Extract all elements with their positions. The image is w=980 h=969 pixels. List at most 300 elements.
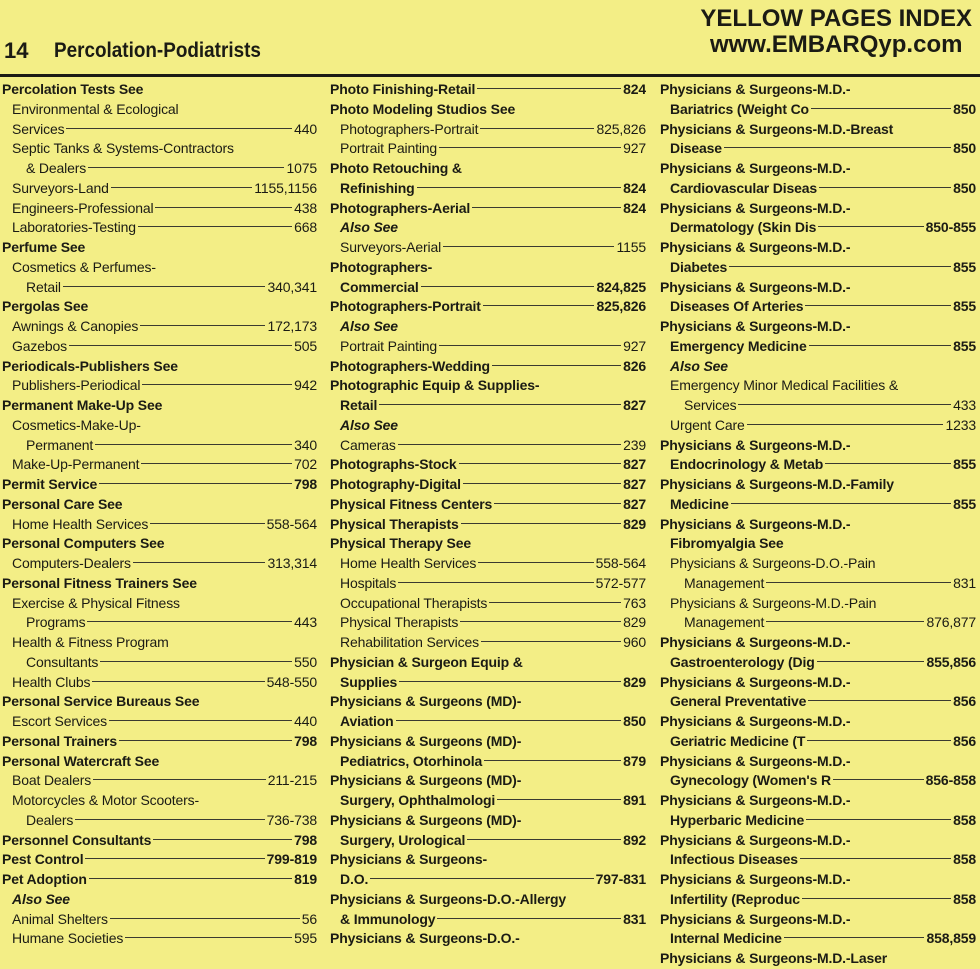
index-entry [2,515,317,535]
entry-heading: & Immunology [340,910,436,927]
entry-heading: Perfume See [2,239,86,255]
page-reference: 595 [294,930,317,947]
entry-heading: Also See [670,357,728,374]
page-number: 14 [4,38,29,63]
entry-heading: Programs [26,614,86,631]
leader-line [463,483,621,484]
index-entry [2,495,317,515]
entry-heading: Surgery, Ophthalmologi [340,792,496,808]
index-entry [330,159,646,179]
page-reference: 799-819 [266,851,317,868]
entry-heading: Physicians & Surgeons-M.D.- [660,436,851,453]
leader-line [75,819,264,820]
index-entry [660,673,976,693]
index-entry [660,653,976,673]
entry-heading: Personal Computers See [2,535,165,552]
page-reference: 824 [623,199,646,216]
page-reference: 313,314 [267,555,317,571]
entry-heading: Pergolas See [2,298,89,315]
entry-heading: Awnings & Canopies [12,318,139,334]
entry-heading: Gazebos [12,337,67,354]
index-entry [330,692,646,712]
page-reference: 855 [953,337,976,354]
entry-heading: Physicians & Surgeons-M.D.- [660,81,851,97]
entry-heading: Emergency Medicine [670,337,807,354]
page-reference: 1155,1156 [254,179,317,196]
leader-line [66,128,292,129]
index-entry [660,278,976,298]
index-entry [330,416,646,436]
entry-heading: Surveyors-Aerial [340,239,442,255]
entry-heading: Permanent [26,436,94,453]
leader-line [484,760,621,761]
leader-line [398,582,593,583]
index-entry [660,534,976,554]
page-reference: 827 [623,495,646,512]
website-url: www.EMBARQyp.com [709,31,963,58]
leader-line [370,878,593,879]
page-reference: 829 [623,673,646,690]
index-entry [660,515,976,535]
entry-heading: Photographers-Wedding [330,357,490,374]
entry-heading: Permit Service [2,476,98,492]
index-entry [330,317,646,337]
page-reference: 824 [623,81,646,97]
entry-heading: Environmental & Ecological [12,100,179,117]
entry-heading: Management [684,614,765,631]
index-entry [330,100,646,120]
page-reference: 798 [294,831,317,848]
page-reference: 850 [623,713,646,729]
leader-line [729,266,951,267]
page-reference: 572-577 [595,574,646,591]
page-reference: 855 [953,258,976,275]
page-reference: 505 [294,337,317,354]
entry-heading: Physicians & Surgeons (MD)- [330,772,522,789]
entry-heading: Publishers-Periodical [12,377,141,394]
page-reference: 891 [623,792,646,808]
index-entry [2,831,317,851]
entry-heading: Physicians & Surgeons-M.D.- [660,792,851,808]
entry-heading: Pediatrics, Otorhinola [340,752,483,769]
index-entry [660,831,976,851]
index-entry [2,337,317,357]
leader-line [89,878,292,879]
entry-heading: Retail [340,397,378,413]
page-reference: 856 [953,693,976,710]
entry-heading: Physicians & Surgeons-M.D.-Family [660,476,894,492]
entry-heading: Physicians & Surgeons-D.O.-Pain [670,555,876,571]
leader-line [141,463,292,464]
index-entry [660,712,976,732]
entry-heading: Physicians & Surgeons-M.D.- [660,239,851,255]
entry-heading: Services [684,397,737,413]
leader-line [119,740,292,741]
leader-line [379,404,621,405]
entry-heading: Photography-Digital [330,476,461,492]
index-entry [2,653,317,673]
index-entry [660,436,976,456]
index-entry [660,811,976,831]
index-entry [2,554,317,574]
entry-heading: Physicians & Surgeons- [330,851,487,868]
index-entry [660,613,976,633]
entry-heading: Physicians & Surgeons-M.D.- [660,752,851,769]
entry-heading: Personal Care See [2,495,123,512]
index-entry [2,258,317,278]
entry-heading: Personal Watercraft See [2,752,160,769]
leader-line [100,661,292,662]
entry-heading: Portrait Painting [340,140,438,157]
entry-heading: Gynecology (Women's R [670,772,831,789]
entry-heading: Physicians & Surgeons-M.D.- [660,199,851,216]
entry-heading: Commercial [340,278,419,295]
page-reference: 340,341 [267,278,317,295]
index-entry [660,317,976,337]
entry-heading: Physicians & Surgeons-M.D.- [660,713,851,729]
index-entry [2,574,317,594]
leader-line [808,700,951,701]
index-entry [330,910,646,930]
page-reference: 211-215 [267,772,317,789]
leader-line [95,444,292,445]
index-entry [330,594,646,614]
leader-line [784,937,925,938]
index-entry [330,199,646,219]
leader-line [110,918,300,919]
leader-line [439,147,621,148]
index-entry [2,416,317,436]
leader-line [480,128,594,129]
index-entry [330,870,646,890]
entry-heading: Diseases Of Arteries [670,298,804,315]
leader-line [472,207,621,208]
index-entry [330,831,646,851]
index-entry [330,278,646,298]
entry-heading: Make-Up-Permanent [12,456,140,473]
index-entry [660,771,976,791]
page-reference: 850 [953,140,976,157]
leader-line [818,226,923,227]
leader-line [109,720,292,721]
entry-heading: Photo Modeling Studios See [330,100,516,117]
entry-heading: Aviation [340,713,394,729]
page-reference: 876,877 [926,614,976,631]
entry-heading: Physicians & Surgeons-D.O.-Allergy [330,890,567,907]
entry-heading: Photo Retouching & [330,160,462,176]
entry-heading: Cameras [340,436,396,453]
entry-heading: Percolation Tests See [2,81,144,97]
entry-heading: Disease [670,140,722,157]
index-entry [330,850,646,870]
page-reference: 239 [623,436,646,453]
entry-heading: Photo Finishing-Retail [330,81,476,97]
leader-line [63,286,266,287]
entry-heading: Physicians & Surgeons-M.D.- [660,871,851,887]
index-entry [2,80,317,100]
entry-heading: Rehabilitation Services [340,634,479,650]
index-entry [2,613,317,633]
page-reference: 819 [294,871,317,887]
index-entry [330,929,646,949]
index-entry [2,297,317,317]
leader-line [766,582,951,583]
index-entry [660,554,976,574]
entry-heading: Urgent Care [670,416,745,433]
entry-heading: Physical Therapists [330,515,459,532]
index-entry [2,929,317,949]
entry-heading: Physicians & Surgeons-M.D.- [660,673,851,690]
leader-line [809,345,952,346]
index-entry [2,475,317,495]
index-entry [660,376,976,396]
leader-line [443,246,614,247]
leader-line [460,621,621,622]
entry-heading: & Dealers [26,160,87,176]
entry-heading: Bariatrics (Weight Co [670,100,809,117]
index-entry [660,80,976,100]
index-entry [330,495,646,515]
entry-heading: Also See [340,219,398,236]
index-entry [330,574,646,594]
index-entry [330,534,646,554]
leader-line [133,562,266,563]
leader-line [833,779,924,780]
index-entry [660,120,976,140]
page-reference: 855 [953,298,976,315]
index-entry [660,258,976,278]
page-reference: 858,859 [926,930,976,947]
index-entry [330,455,646,475]
entry-heading: Portrait Painting [340,337,438,354]
leader-line [437,918,621,919]
index-entry [2,376,317,396]
leader-line [738,404,951,405]
page-reference: 942 [294,377,317,394]
entry-heading: Physicians & Surgeons-M.D.- [660,318,851,334]
page-reference: 340 [294,436,317,453]
leader-line [111,187,253,188]
entry-heading: Surveyors-Land [12,179,109,196]
leader-line [497,799,621,800]
index-entry [2,594,317,614]
leader-line [459,463,622,464]
index-entry [2,159,317,179]
index-entry [660,870,976,890]
entry-heading: Permanent Make-Up See [2,397,163,413]
leader-line [396,720,622,721]
page-reference: 824 [623,179,646,196]
index-entry [660,238,976,258]
page-reference: 892 [623,831,646,848]
index-entry [660,910,976,930]
page-reference: 827 [623,476,646,492]
page-reference: 763 [623,594,646,611]
index-entry [330,120,646,140]
leader-line [421,286,595,287]
header-rule [0,74,980,77]
entry-heading: Physicians & Surgeons-M.D.- [660,910,851,927]
leader-line [492,365,621,366]
entry-heading: Photographers- [330,258,433,275]
leader-line [731,503,951,504]
page-reference: 438 [294,199,317,216]
leader-line [93,779,266,780]
entry-heading: Personal Service Bureaus See [2,693,200,710]
entry-heading: Services [12,120,65,137]
index-entry [330,139,646,159]
entry-heading: Physicians & Surgeons-D.O.- [330,930,520,947]
leader-line [811,108,951,109]
index-entry [2,692,317,712]
leader-line [807,740,951,741]
index-title: YELLOW PAGES INDEX [700,5,972,32]
entry-heading: Physicians & Surgeons-M.D.- [660,515,851,532]
page-range: Percolation-Podiatrists [54,39,261,62]
leader-line [99,483,292,484]
entry-heading: Retail [26,278,61,295]
index-entry [2,199,317,219]
page-reference: 1155 [616,239,646,255]
index-entry [660,850,976,870]
index-entry [2,139,317,159]
index-entry [330,791,646,811]
leader-line [467,839,621,840]
page-reference: 855 [953,495,976,512]
index-entry [330,179,646,199]
index-entry [330,218,646,238]
index-entry [2,850,317,870]
leader-line [88,167,284,168]
page-reference: 927 [623,140,646,157]
page-reference: 829 [623,614,646,631]
leader-line [766,621,924,622]
index-entry [660,218,976,238]
page-reference: 858 [953,811,976,828]
entry-heading: Management [684,574,765,591]
page-reference: 825,826 [596,298,646,315]
index-entry [2,534,317,554]
page-reference: 826 [623,357,646,374]
index-entry [2,870,317,890]
index-entry [2,673,317,693]
index-entry [660,692,976,712]
leader-line [800,858,951,859]
page-reference: 1075 [286,160,317,176]
entry-heading: Fibromyalgia See [670,535,784,552]
index-entry [330,475,646,495]
entry-heading: Boat Dealers [12,772,92,789]
page-reference: 56 [301,910,317,927]
index-entry [330,554,646,574]
index-entry [2,455,317,475]
entry-heading: Photographic Equip & Supplies- [330,377,540,394]
leader-line [724,147,951,148]
index-entry [660,199,976,219]
entry-heading: Cardiovascular Diseas [670,179,818,196]
index-entry [330,357,646,377]
entry-heading: Physician & Surgeon Equip & [330,653,523,670]
leader-line [69,345,292,346]
entry-heading: Internal Medicine [670,930,782,947]
page-reference: 829 [623,515,646,532]
page-reference: 558-564 [266,515,317,532]
page-reference: 831 [953,574,976,591]
entry-heading: Physicians & Surgeons-M.D.- [660,831,851,848]
index-entry [660,574,976,594]
entry-heading: Physicians & Surgeons (MD)- [330,811,522,828]
page-reference: 702 [294,456,317,473]
index-branding [700,6,972,58]
leader-line [85,858,264,859]
index-entry [330,337,646,357]
entry-heading: Surgery, Urological [340,831,466,848]
page-reference: 798 [294,732,317,749]
page-reference: 172,173 [267,318,317,334]
entry-heading: Personnel Consultants [2,831,152,848]
index-entry [330,376,646,396]
entry-heading: Physical Therapists [340,614,459,631]
leader-line [417,187,622,188]
index-entry [660,949,976,969]
leader-line [802,898,951,899]
index-entry [660,455,976,475]
entry-heading: Photographers-Portrait [340,120,479,137]
page-reference: 855,856 [926,653,976,670]
leader-line [825,463,951,464]
index-entry [660,179,976,199]
index-entry [2,436,317,456]
entry-heading: Laboratories-Testing [12,219,136,236]
index-entry [330,396,646,416]
entry-heading: Physicians & Surgeons-M.D.- [660,160,851,176]
leader-line [155,207,292,208]
entry-heading: Hyperbaric Medicine [670,811,805,828]
index-entry [330,436,646,456]
entry-heading: Home Health Services [340,555,477,571]
page-reference: 856 [953,732,976,749]
leader-line [125,937,292,938]
leader-line [138,226,292,227]
page-reference: 736-738 [266,811,317,828]
entry-heading: Physicians & Surgeons-M.D.- [660,278,851,295]
entry-heading: Endocrinology & Metab [670,456,824,473]
page-reference: 831 [623,910,646,927]
leader-line [399,681,621,682]
index-entry [330,712,646,732]
entry-heading: Occupational Therapists [340,594,488,611]
index-entry [2,791,317,811]
page-reference: 855 [953,456,976,473]
entry-heading: Photographers-Portrait [330,298,481,315]
index-entry [2,712,317,732]
leader-line [747,424,944,425]
index-entry [660,929,976,949]
index-entry [2,218,317,238]
page-reference: 798 [294,476,317,492]
entry-heading: Health Clubs [12,673,91,690]
entry-heading: Cosmetics & Perfumes- [12,258,156,275]
page-reference: 960 [623,634,646,650]
index-entry [660,594,976,614]
page-reference: 856-858 [925,772,976,789]
leader-line [461,523,621,524]
entry-heading: Pet Adoption [2,871,87,887]
index-column-3 [660,80,976,969]
entry-heading: Also See [340,318,398,334]
entry-heading: Consultants [26,653,99,670]
index-entry [2,811,317,831]
